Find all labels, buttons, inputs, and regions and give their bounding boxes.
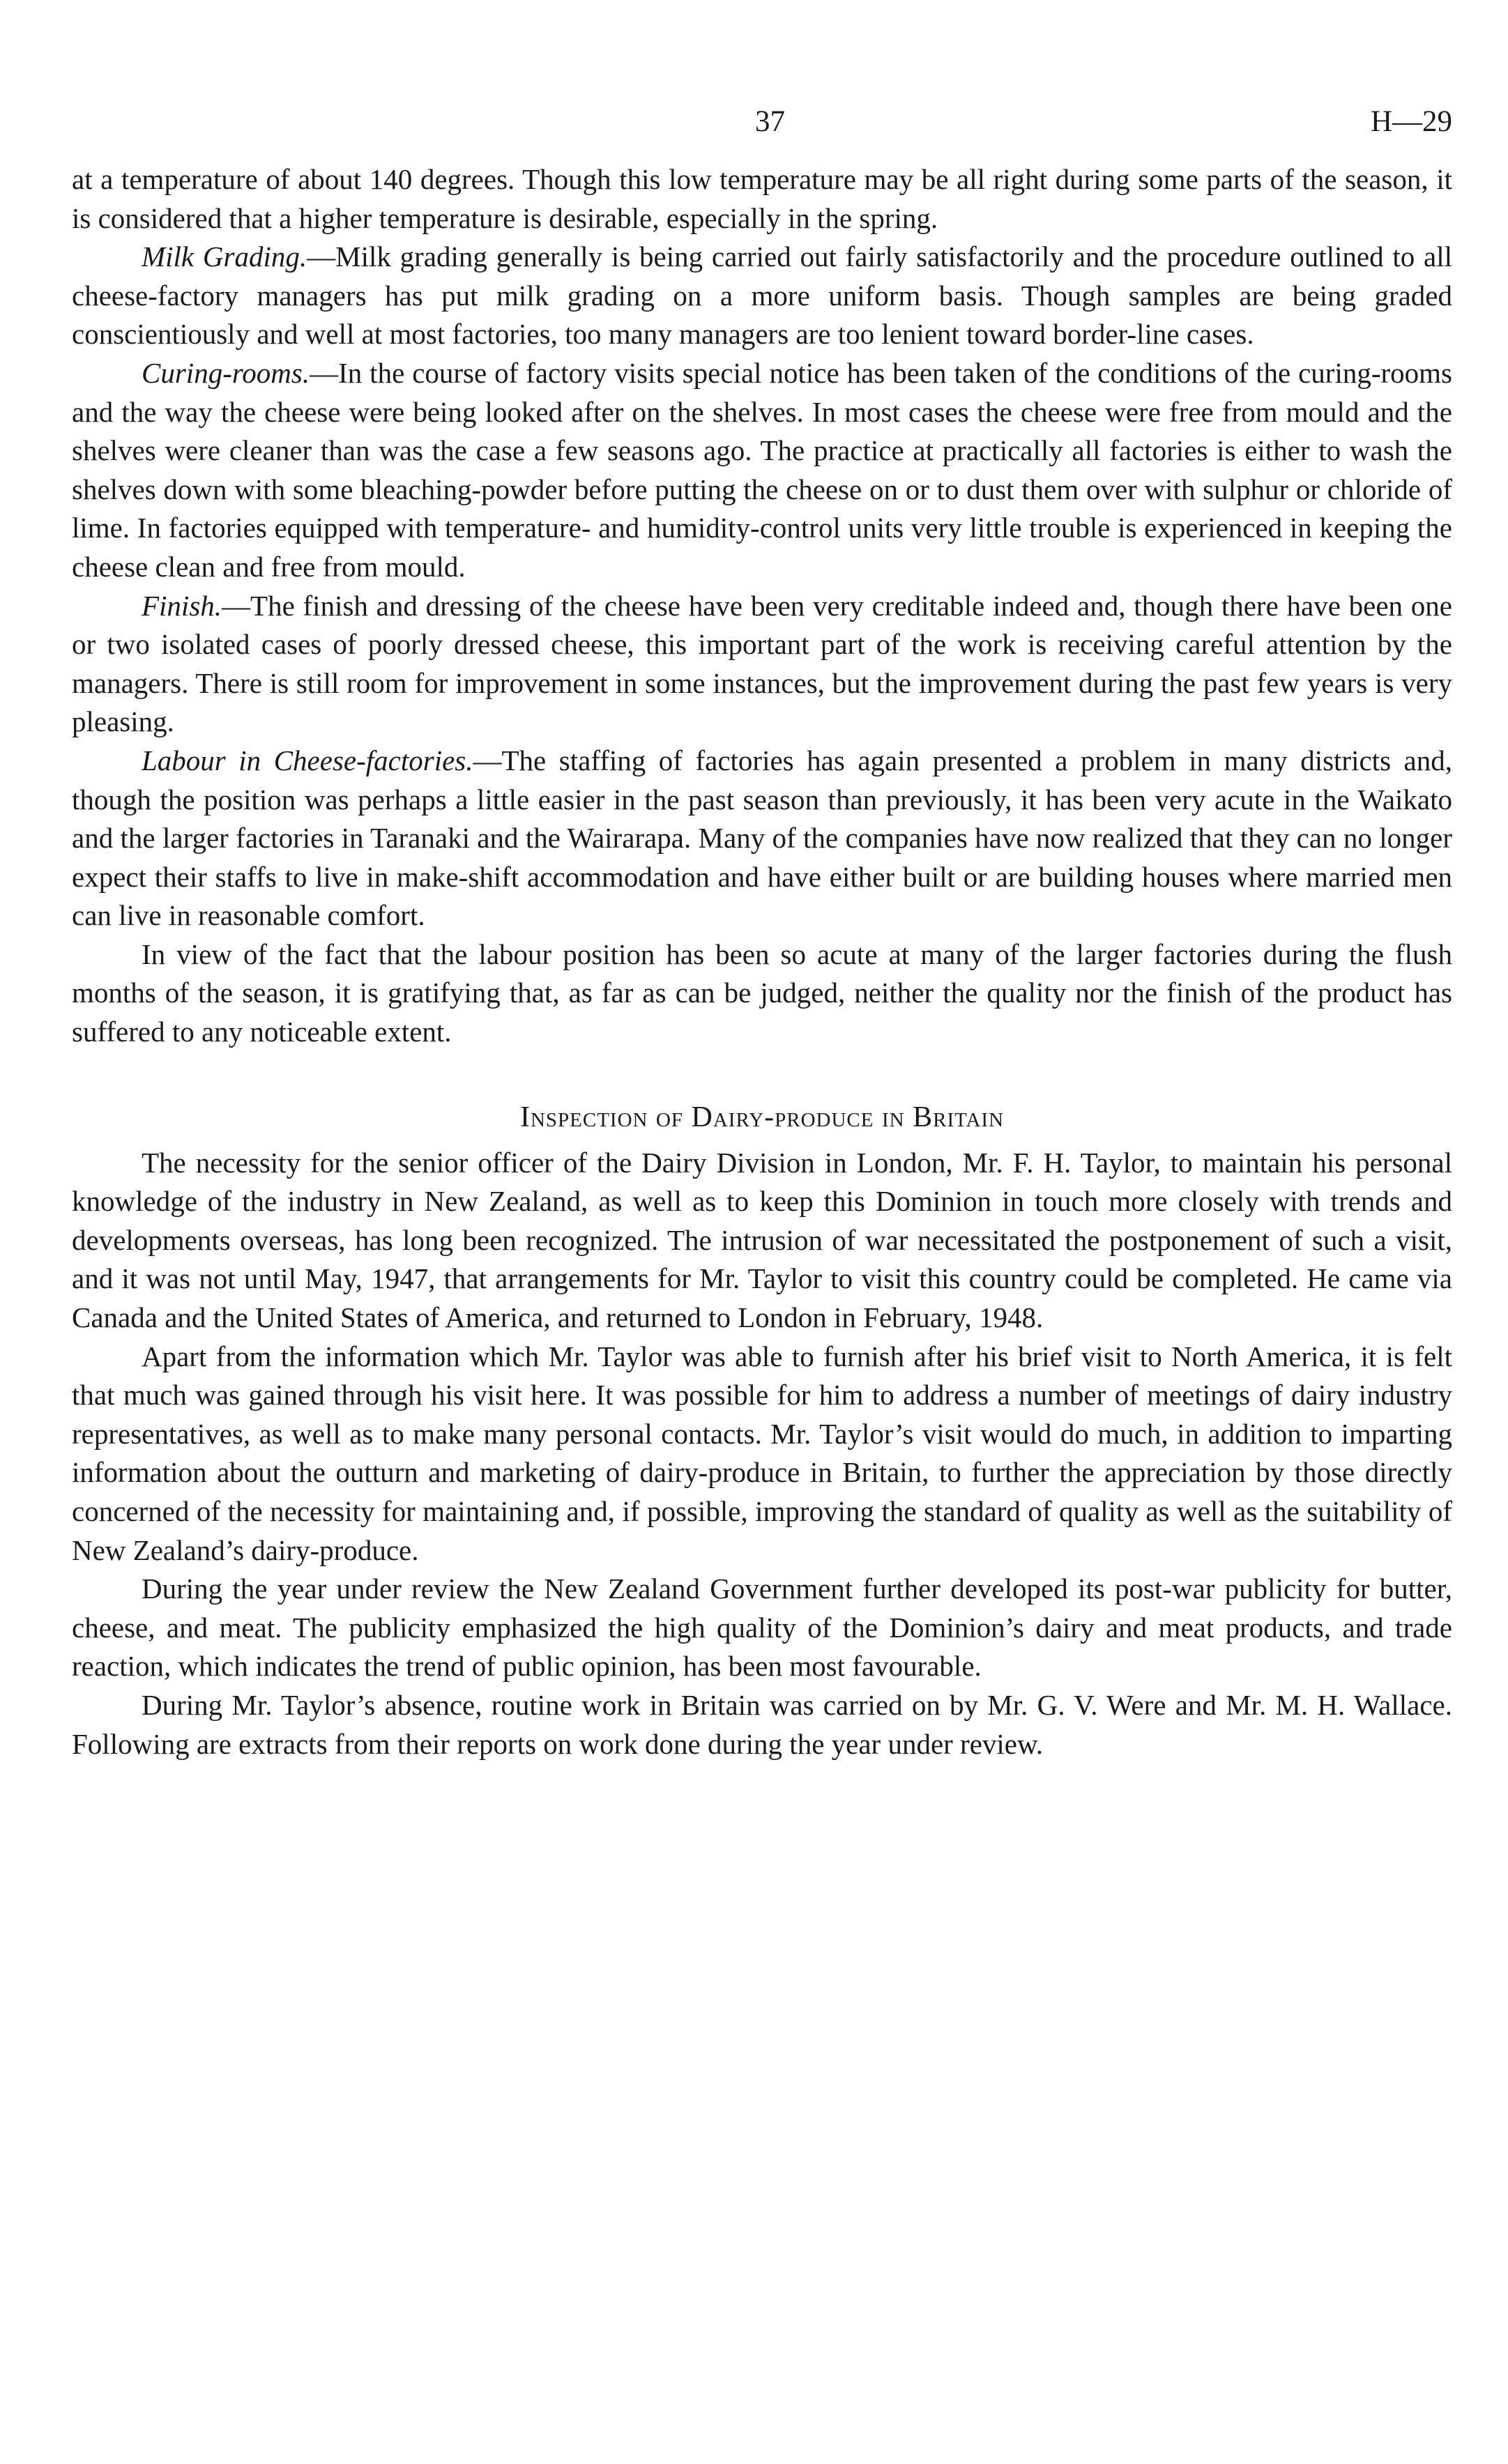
paragraph: Apart from the information which Mr. Taylor was able to furnish after his brief visit to North America, it is felt that much was gained through his visit here. It was possible for him to address a number of meetings of dairy industry representatives, as well as to make many personal contacts. Mr. Taylor’s visit would do much, in addition to imparting information about the outturn and marketing of dairy-produce in Britain, to further the appreciation by those directly concerned of the necessity for maintaining and, if possible, improving the standard of quality as well as the suitability of New Zealand’s dairy-produce. (72, 1340, 1452, 1566)
paragraph-curing-rooms: Curing-rooms.—In the course of factory visits special notice has been taken of the conditions of the curing-rooms and the way the cheese were being looked after on the shelves. In most cases the cheese were free from mould and the shelves were cleaner than was the case a few seasons ago. The practice at practically all factories is either to wash the shelves down with some bleaching-powder before putting the cheese on or to dust them over with sulphur or chloride of lime. In factories equipped with temperature- and humidity-control units very little trouble is experienced in keeping the cheese clean and free from mould. (72, 356, 1452, 583)
paragraph: The necessity for the senior officer of the Dairy Division in London, Mr. F. H. Taylor, to maintain his personal knowledge of the industry in New Zealand, as well as to keep this Dominion in touch more closely with trends and developments overseas, has long been recognized. The intrusion of war necessitated the postponement of such a visit, and it was not until May, 1947, that arrangements for Mr. Taylor to visit this country could be completed. He came via Canada and the United States of America, and returned to London in February, 1948. (72, 1146, 1452, 1334)
paragraph-milk-grading: Milk Grading.—Milk grading generally is being carried out fairly satisfactorily and the procedure outlined to all cheese-factory managers has put milk grading on a more uniform basis. Though samples are being graded conscientiously and well at most factories, too many managers are too lenient toward border-line cases. (72, 240, 1452, 351)
paragraph: In view of the fact that the labour position has been so acute at many of the larger factories during the flush months of the season, it is gratifying that, as far as can be judged, neither the quality nor the finish of the product has suffered to any noticeable extent. (72, 938, 1452, 1048)
page-number: 37 (755, 105, 785, 138)
paragraph-heading: Finish. (142, 589, 222, 622)
body-text (72, 160, 1452, 1052)
paragraph-heading: Labour in Cheese-factories. (142, 744, 473, 776)
paragraph-heading: Curing-rooms. (142, 356, 310, 389)
body-text (72, 1144, 1452, 1764)
page-header (72, 105, 1452, 160)
page-reference: H—29 (1370, 105, 1452, 138)
document-page (72, 105, 1452, 1763)
paragraph: During Mr. Taylor’s absence, routine work in Britain was carried on by Mr. G. V. Were and Mr. M. H. Wallace. Following are extracts from their reports on work done during the year under review. (72, 1688, 1452, 1760)
paragraph-labour: Labour in Cheese-factories.—The staffing of factories has again presented a problem in many districts and, though the position was perhaps a little easier in the past season than previously, it has been very acute in the Waikato and the larger factories in Taranaki and the Wairarapa. Many of the companies have now realized that they can no longer expect their staffs to live in make-shift accommodation and have either built or are building houses where married men can live in reasonable comfort. (72, 744, 1453, 932)
paragraph-finish: Finish.—The finish and dressing of the cheese have been very creditable indeed and, though there have been one or two isolated cases of poorly dressed cheese, this important part of the work is receiving careful attention by the managers. There is still room for improvement in some instances, but the improvement during the past few years is very pleasing. (72, 589, 1452, 738)
section-title: Inspection of Dairy-produce in Britain (519, 1101, 1005, 1133)
paragraph-heading: Milk Grading. (142, 240, 307, 273)
paragraph: During the year under review the New Zealand Government further developed its post-war publicity for butter, cheese, and meat. The publicity emphasized the high quality of the Dominion’s dairy and meat products, and trade reaction, which indicates the trend of public opinion, has been most favourable. (72, 1572, 1452, 1683)
paragraph: at a temperature of about 140 degrees. Though this low temperature may be all right during some parts of the season, it is considered that a higher temperature is desirable, especially in the spring. (72, 163, 1452, 234)
